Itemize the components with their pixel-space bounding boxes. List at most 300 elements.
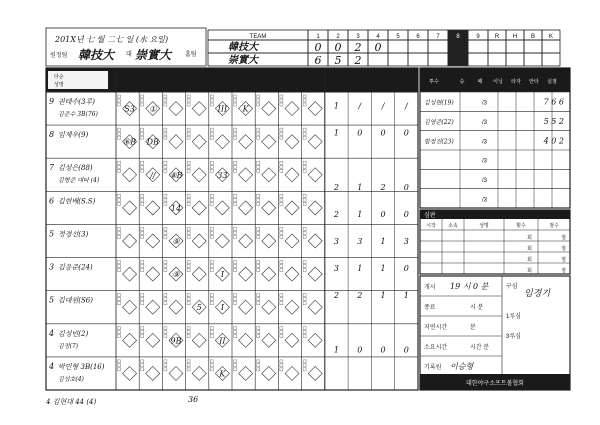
linescore-cell <box>448 53 468 66</box>
play-mark: // <box>150 170 156 180</box>
count-box <box>164 265 167 268</box>
total-header: H <box>512 34 518 40</box>
count-box <box>303 231 306 234</box>
count-box <box>141 227 144 230</box>
count-box <box>187 269 190 272</box>
inning-runs: 2 <box>354 54 362 67</box>
count-box <box>234 128 237 131</box>
linescore-cell <box>388 40 408 53</box>
count-box <box>303 95 306 98</box>
play-mark: 33 <box>217 170 228 180</box>
count-box <box>164 360 167 363</box>
base-diamond <box>146 201 160 215</box>
count-box <box>164 261 167 264</box>
count-box <box>234 194 237 197</box>
count-box <box>164 136 167 139</box>
count-box <box>118 128 121 131</box>
count-box <box>141 194 144 197</box>
count-box <box>141 95 144 98</box>
count-box <box>257 202 260 205</box>
base-diamond <box>192 366 206 380</box>
time-label: 소요시간 <box>424 345 448 351</box>
inning-number: 4 <box>376 34 380 40</box>
count-box <box>257 194 260 197</box>
count-box <box>141 103 144 106</box>
batting-stat-value: 1 <box>333 345 339 355</box>
batting-order: 9 <box>49 97 55 106</box>
count-box <box>210 227 213 230</box>
count-box <box>303 136 306 139</box>
count-box <box>187 335 190 338</box>
count-box <box>141 302 144 305</box>
count-box <box>303 202 306 205</box>
base-diamond <box>123 168 137 182</box>
count-box <box>187 265 190 268</box>
count-box <box>164 161 167 164</box>
count-box <box>234 294 237 297</box>
count-box <box>187 298 190 301</box>
count-box <box>210 161 213 164</box>
count-box <box>210 360 213 363</box>
count-box <box>280 231 283 234</box>
count-box <box>210 265 213 268</box>
batting-order: 4 <box>49 328 55 338</box>
count-box <box>141 327 144 330</box>
umpire-header: 시작 <box>426 223 436 229</box>
count-box <box>118 327 121 330</box>
base-diamond <box>192 201 206 215</box>
linescore-total-cell <box>506 53 524 66</box>
innings-pitched: /3 <box>482 158 488 165</box>
count-box <box>164 128 167 131</box>
count-box <box>210 95 213 98</box>
count-box <box>187 364 190 367</box>
count-box <box>118 99 121 102</box>
count-box <box>303 302 306 305</box>
count-box <box>118 364 121 367</box>
count-box <box>303 368 306 371</box>
innings-pitched: /3 <box>482 139 488 146</box>
count-box <box>303 335 306 338</box>
base-diamond <box>308 234 322 248</box>
count-box <box>257 364 260 367</box>
count-box <box>187 198 190 201</box>
name-header: 성명 <box>54 82 64 88</box>
base-diamond <box>285 168 299 182</box>
innings-pitched: /3 <box>482 197 488 204</box>
count-box <box>280 165 283 168</box>
linescore-cell <box>368 53 388 66</box>
chief-umpire-name: 임경기 <box>524 289 551 299</box>
batting-stat-value: 1 <box>333 128 339 138</box>
count-box <box>234 95 237 98</box>
count-box <box>234 331 237 334</box>
inning-number: 9 <box>476 34 480 40</box>
base-diamond <box>239 201 253 215</box>
batting-stat-value: 1 <box>357 182 363 192</box>
count-box <box>234 198 237 201</box>
count-box <box>280 364 283 367</box>
count-box <box>210 269 213 272</box>
count-box <box>280 136 283 139</box>
base-diamond <box>123 366 137 380</box>
count-box <box>234 235 237 238</box>
count-box <box>303 331 306 334</box>
count-box <box>257 235 260 238</box>
count-box <box>210 103 213 106</box>
count-box <box>303 327 306 330</box>
batting-order: 6 <box>49 196 55 206</box>
base-diamond <box>262 102 276 116</box>
play-mark: DB <box>146 137 159 147</box>
linescore-team-cell <box>208 40 308 53</box>
substitute-name: 김성호(4) <box>58 375 84 383</box>
base-diamond <box>239 267 253 281</box>
base-diamond <box>169 366 183 380</box>
count-box <box>118 169 121 172</box>
count-box <box>187 194 190 197</box>
base-diamond <box>192 135 206 149</box>
count-box <box>118 294 121 297</box>
count-box <box>118 235 121 238</box>
time-label: 지연시간 <box>424 325 448 331</box>
count-box <box>257 128 260 131</box>
linescore-cell <box>428 53 448 66</box>
inning-runs: 0 <box>314 41 322 54</box>
batting-stat-value: 1 <box>333 101 339 111</box>
count-box <box>210 298 213 301</box>
count-box <box>280 103 283 106</box>
pitcher-header: 투수 <box>429 79 439 85</box>
base-diamond <box>169 135 183 149</box>
bottom-substitute-note: 4 김현대 44 (4) <box>46 398 97 406</box>
count-box <box>118 360 121 363</box>
count-box <box>210 202 213 205</box>
substitute-name: 김준수 3B(76) <box>58 111 98 118</box>
count-box <box>210 327 213 330</box>
count-box <box>141 128 144 131</box>
count-box <box>141 298 144 301</box>
pitcher-name: 함정진(23) <box>424 138 454 146</box>
linescore-cell <box>428 40 448 53</box>
base-diamond <box>146 366 160 380</box>
batter-name: 임재우(9) <box>58 131 89 140</box>
count-box <box>234 368 237 371</box>
count-box <box>118 269 121 272</box>
inning-number: 3 <box>356 34 360 40</box>
linescore-cell <box>448 40 468 53</box>
count-box <box>280 95 283 98</box>
count-box <box>118 165 121 168</box>
count-box <box>118 335 121 338</box>
count-box <box>234 231 237 234</box>
count-box <box>164 165 167 168</box>
count-box <box>187 261 190 264</box>
count-box <box>234 298 237 301</box>
count-box <box>164 364 167 367</box>
base-diamond <box>285 366 299 380</box>
play-mark: I <box>220 303 224 313</box>
count-box <box>187 128 190 131</box>
pitcher-header: 승 <box>459 79 465 85</box>
linescore-total-cell <box>488 40 506 53</box>
count-box <box>210 198 213 201</box>
time-value: 시 분 <box>470 305 484 311</box>
time-value: 시간 분 <box>470 345 490 351</box>
count-box <box>164 269 167 272</box>
count-box <box>187 294 190 297</box>
count-box <box>280 128 283 131</box>
batter-name: 정경선(3) <box>58 230 89 239</box>
count-box <box>234 335 237 338</box>
count-box <box>257 132 260 135</box>
vs-label: 대 <box>126 52 132 58</box>
batting-stat-value: 1 <box>357 209 363 219</box>
umpire-header: 점수 <box>549 223 559 229</box>
base-diamond <box>239 168 253 182</box>
count-box <box>234 327 237 330</box>
count-box <box>257 360 260 363</box>
batting-stat-value: 0 <box>380 345 386 355</box>
game-date: 201X년 七 월 二七 일 (水 요일) <box>55 35 169 44</box>
count-box <box>280 194 283 197</box>
time-label: 기록원 <box>424 365 442 371</box>
count-box <box>164 327 167 330</box>
time-value: 이승형 <box>450 362 474 371</box>
count-box <box>303 165 306 168</box>
count-box <box>280 294 283 297</box>
count-box <box>187 302 190 305</box>
base-diamond <box>215 201 229 215</box>
count-box <box>187 368 190 371</box>
count-box <box>141 368 144 371</box>
count-box <box>164 227 167 230</box>
count-box <box>118 331 121 334</box>
batting-stat-value: 3 <box>403 237 409 246</box>
base-diamond <box>146 267 160 281</box>
pitcher-stats: 5 5 2 <box>543 117 564 126</box>
count-box <box>257 294 260 297</box>
umpires-frame <box>420 210 570 274</box>
count-box <box>280 265 283 268</box>
pitcher-header: 패 <box>477 79 483 85</box>
umpires-title: 심판 <box>424 213 436 219</box>
play-mark: K <box>242 104 249 114</box>
total-header: B <box>530 34 536 40</box>
batting-order: 7 <box>49 163 55 173</box>
count-box <box>257 327 260 330</box>
base-diamond <box>146 300 160 314</box>
count-box <box>187 132 190 135</box>
base-diamond <box>285 135 299 149</box>
count-box <box>303 132 306 135</box>
count-box <box>303 227 306 230</box>
inning-number: 1 <box>316 34 320 40</box>
count-box <box>141 294 144 297</box>
base-diamond <box>215 135 229 149</box>
count-box <box>280 269 283 272</box>
count-box <box>210 99 213 102</box>
inning-runs: 0 <box>334 41 342 54</box>
count-box <box>303 269 306 272</box>
count-box <box>187 103 190 106</box>
count-box <box>164 231 167 234</box>
inning-runs: 6 <box>314 54 322 67</box>
count-box <box>141 261 144 264</box>
count-box <box>234 103 237 106</box>
count-box <box>303 194 306 197</box>
pitcher-header: 타자 <box>511 79 521 85</box>
count-box <box>141 161 144 164</box>
count-box <box>164 368 167 371</box>
count-box <box>141 165 144 168</box>
inning-runs: 5 <box>334 54 342 67</box>
team-column-header: TEAM <box>249 34 267 40</box>
federation-logo-text: 대한야구소프트볼협회 <box>466 381 524 387</box>
count-box <box>118 194 121 197</box>
count-box <box>257 298 260 301</box>
count-box <box>234 364 237 367</box>
header-date-box <box>46 28 206 66</box>
chief-umpire-label: 구심 <box>506 284 518 290</box>
base-diamond <box>169 102 183 116</box>
batting-stat-value: 0 <box>403 128 409 138</box>
count-box <box>257 302 260 305</box>
count-box <box>118 227 121 230</box>
count-box <box>210 302 213 305</box>
play-mark: ① <box>149 104 157 114</box>
count-box <box>118 103 121 106</box>
count-box <box>187 169 190 172</box>
count-box <box>210 132 213 135</box>
play-mark: 14 <box>170 203 182 213</box>
count-box <box>280 261 283 264</box>
count-box <box>187 136 190 139</box>
count-box <box>187 161 190 164</box>
umpire-inning-suffix: 회 <box>527 257 532 263</box>
count-box <box>118 161 121 164</box>
umpire-inning-suffix: 회 <box>527 235 532 241</box>
umpire-score-suffix: 점 <box>561 268 566 274</box>
count-box <box>257 269 260 272</box>
count-box <box>187 231 190 234</box>
batting-stat-value: 0 <box>357 345 363 355</box>
count-box <box>303 103 306 106</box>
base-diamond <box>192 333 206 347</box>
pitcher-name: 김영준(22) <box>424 119 454 126</box>
count-box <box>164 103 167 106</box>
batting-stat-value: 2 <box>357 291 363 301</box>
count-box <box>141 265 144 268</box>
count-box <box>118 368 121 371</box>
count-box <box>210 331 213 334</box>
count-box <box>234 265 237 268</box>
count-box <box>187 99 190 102</box>
count-box <box>257 161 260 164</box>
count-box <box>141 99 144 102</box>
home-team-label: 원정팀 <box>50 53 68 59</box>
batter-name: 김성은(88) <box>58 164 93 173</box>
home-label: 홈팀 <box>185 52 197 58</box>
play-mark: K <box>219 369 226 379</box>
count-box <box>118 231 121 234</box>
count-box <box>257 169 260 172</box>
count-box <box>280 235 283 238</box>
umpire-inning-suffix: 회 <box>527 246 532 252</box>
count-box <box>164 294 167 297</box>
batting-stat-value: 2 <box>333 182 339 192</box>
count-box <box>164 198 167 201</box>
count-box <box>280 227 283 230</box>
count-box <box>303 360 306 363</box>
innings-pitched: /3 <box>482 178 488 184</box>
count-box <box>187 331 190 334</box>
count-box <box>280 169 283 172</box>
count-box <box>141 331 144 334</box>
innings-pitched: /3 <box>482 120 488 126</box>
base-diamond <box>308 135 322 149</box>
count-box <box>257 198 260 201</box>
batting-stat-value: / <box>358 101 362 111</box>
time-label: 종료 <box>424 305 436 311</box>
base-diamond <box>285 234 299 248</box>
batter-name: 권태수(3루) <box>58 98 95 106</box>
count-box <box>164 194 167 197</box>
play-mark: 5 <box>196 303 202 313</box>
count-box <box>141 335 144 338</box>
count-box <box>303 169 306 172</box>
base-diamond <box>239 300 253 314</box>
base-diamond <box>262 168 276 182</box>
batting-stat-value: 0 <box>357 128 363 138</box>
inning-runs: 0 <box>374 41 382 54</box>
count-box <box>280 161 283 164</box>
count-box <box>234 269 237 272</box>
play-mark: ⑨ <box>172 270 180 280</box>
batting-order: 3 <box>49 262 55 272</box>
play-mark: III <box>217 104 228 114</box>
base-diamond <box>239 135 253 149</box>
substitute-name: 김정(7) <box>58 342 79 350</box>
count-box <box>141 231 144 234</box>
base-diamond <box>308 267 322 281</box>
total-header: R <box>494 34 500 40</box>
base-diamond <box>285 333 299 347</box>
base-diamond <box>123 267 137 281</box>
time-value: 19 시 0 분 <box>450 282 489 291</box>
count-box <box>141 235 144 238</box>
count-box <box>187 202 190 205</box>
home-team-name: 崇實大 <box>135 48 172 62</box>
base-diamond <box>262 300 276 314</box>
innings-pitched: /3 <box>482 100 488 107</box>
base-diamond <box>262 366 276 380</box>
count-box <box>164 132 167 135</box>
umpire-header: 횟수 <box>516 223 526 229</box>
count-box <box>280 368 283 371</box>
batting-order: 4 <box>49 361 55 371</box>
play-mark: S3 <box>124 104 135 114</box>
linescore-cell <box>408 40 428 53</box>
play-mark: II <box>219 336 226 346</box>
batting-stat-value: 0 <box>380 209 386 219</box>
umpires-title-bg <box>420 210 570 219</box>
order-header: 타순 <box>54 74 64 80</box>
count-box <box>187 360 190 363</box>
count-box <box>141 198 144 201</box>
base-diamond <box>192 267 206 281</box>
batting-stat-value: / <box>381 101 385 111</box>
